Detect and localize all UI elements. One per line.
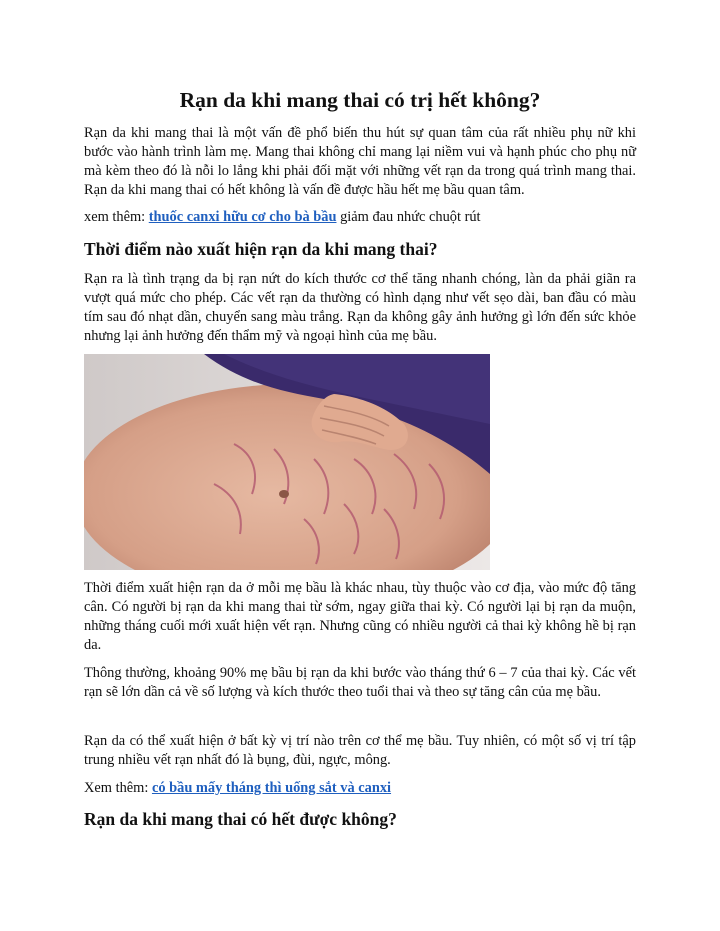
paragraph-timing: Thời điểm xuất hiện rạn da ở mỗi mẹ bầu là khác nhau, tùy thuộc vào cơ địa, vào mức độ tăng cân. Có người bị rạn da khi mang thai từ sớm, ngay giữa thai kỳ. Có người lại bị rạn da muộn, những tháng cuối mới xuất hiện vết rạn. Nhưng cũng có nhiều người cả thai kỳ không hề bị rạn da. [84,580,636,653]
paragraph-definition: Rạn ra là tình trạng da bị rạn nứt do kích thước cơ thể tăng nhanh chóng, làn da phải giãn ra vượt quá mức cho phép. Các vết rạn da thường có hình dạng như vết sẹo dài, ban đầu có màu tím sau đó nhạt dần, chuyển sang màu trắng. Rạn da không gây ảnh hưởng gì lớn đến sức khỏe nhưng lại ảnh hưởng đến thẩm mỹ và ngoại hình của mẹ bầu. [84,271,636,344]
pregnant-belly-photo [84,354,490,570]
section-heading-when: Thời điểm nào xuất hiện rạn da khi mang thai? [84,239,438,259]
see-more-link-iron-calcium[interactable]: có bầu mấy tháng thì uống sắt và canxi [151,780,392,796]
section-heading-recovery: Rạn da khi mang thai có hết được không? [84,809,397,829]
see-more-suffix: giảm đau nhức chuột rút [336,209,481,225]
paragraph-statistics: Thông thường, khoảng 90% mẹ bầu bị rạn da khi bước vào tháng thứ 6 – 7 của thai kỳ. Các vết rạn sẽ lớn dần cả về số lượng và kích thước theo tuổi thai và theo sự tăng cân của mẹ bầu. [84,665,636,700]
intro-paragraph: Rạn da khi mang thai là một vấn đề phổ biến thu hút sự quan tâm của rất nhiều phụ nữ khi bước vào hành trình làm mẹ. Mang thai không chỉ mang lại niềm vui và hạnh phúc cho phụ nữ mà kèm theo đó là nỗi lo lắng khi phải đối mặt với những vết rạn da trong quá trình mang thai. Rạn da khi mang thai có hết không là vấn đề được hầu hết mẹ bầu quan tâm. [84,125,636,198]
paragraph-locations: Rạn da có thể xuất hiện ở bất kỳ vị trí nào trên cơ thể mẹ bầu. Tuy nhiên, có một số vị trí tập trung nhiều vết rạn nhất đó là bụng, đùi, ngực, mông. [84,733,636,768]
see-more-line-1 [84,208,636,227]
see-more-prefix: xem thêm: [84,209,149,225]
see-more-prefix-2: Xem thêm: [84,780,152,796]
see-more-link-calcium[interactable]: thuốc canxi hữu cơ cho bà bầu [148,209,337,225]
see-more-line-2 [84,779,636,798]
article-title: Rạn da khi mang thai có trị hết không? [179,88,541,112]
